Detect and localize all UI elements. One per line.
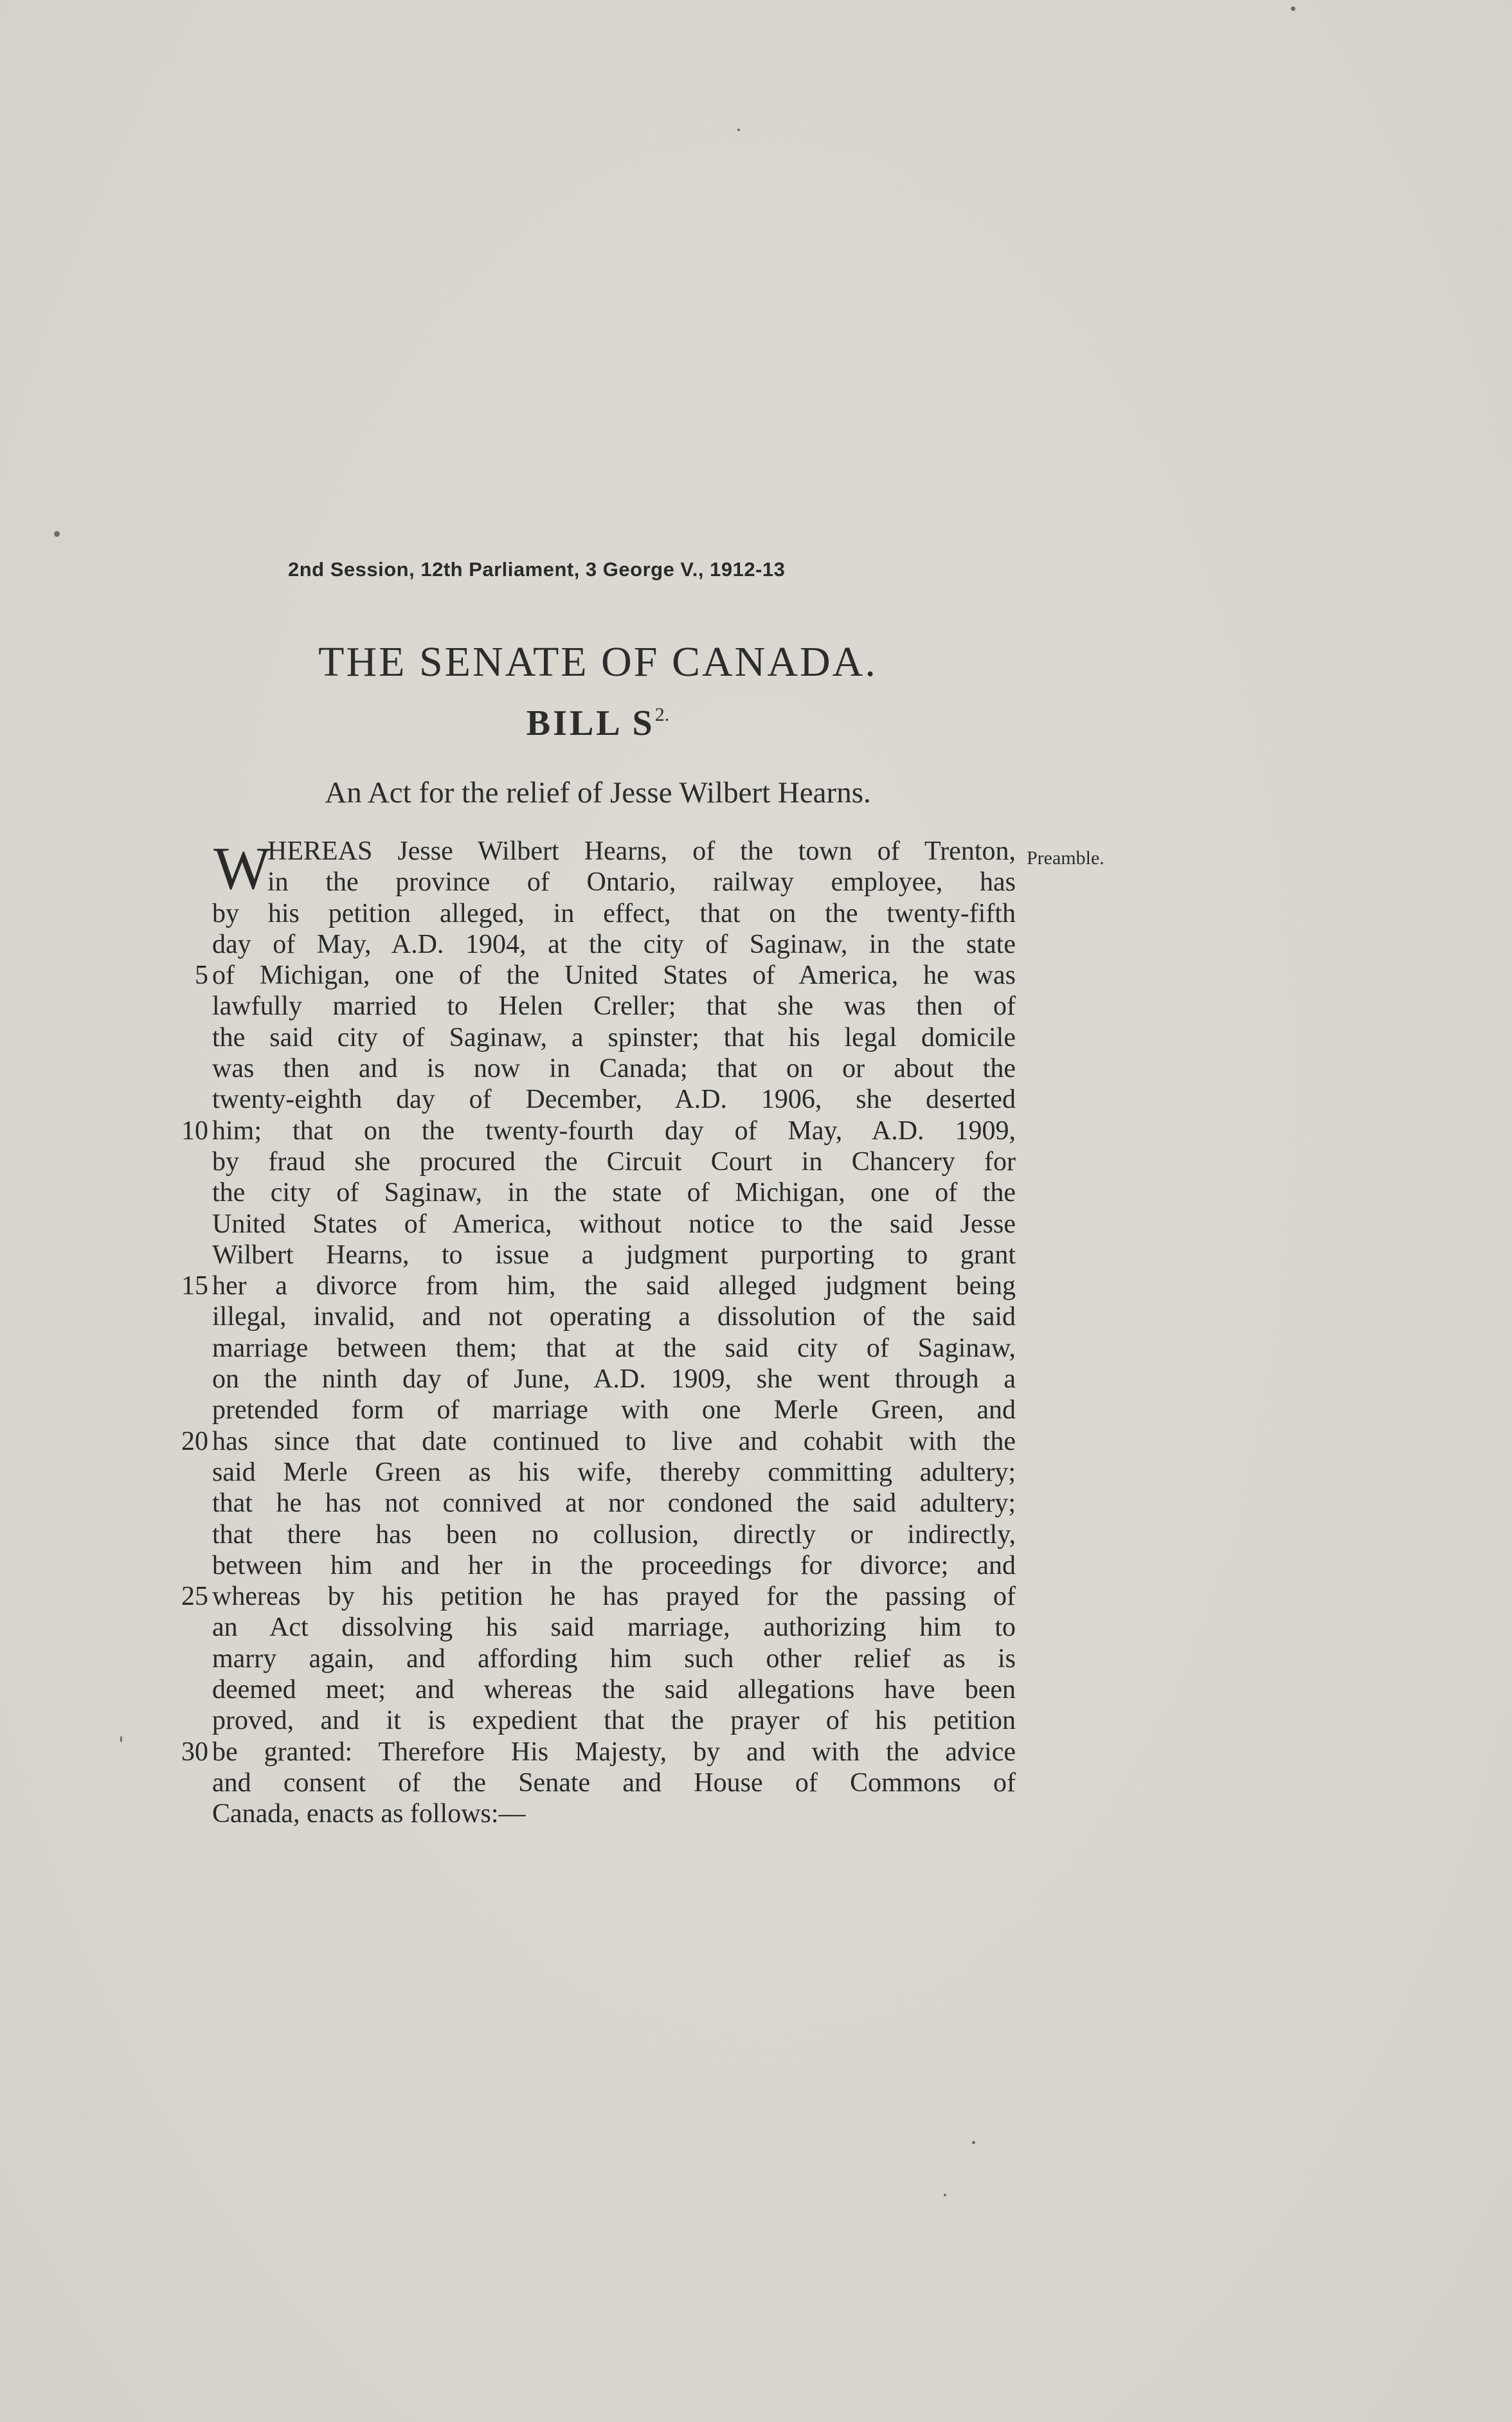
preamble-line — [212, 1488, 1016, 1519]
line-text: be granted: Therefore His Majesty, by and with the advice — [212, 1737, 1016, 1767]
preamble-line — [212, 1767, 1016, 1798]
preamble-line — [212, 1519, 1016, 1550]
preamble-line — [212, 1705, 1016, 1736]
line-text: and consent of the Senate and House of Commons of — [212, 1767, 1016, 1798]
preamble-line — [181, 1581, 1016, 1612]
preamble-line — [212, 1053, 1016, 1084]
preamble-body — [181, 835, 1016, 1830]
bill-number — [193, 703, 1003, 744]
line-text: Wilbert Hearns, to issue a judgment purporting to grant — [212, 1240, 1016, 1270]
line-text: said Merle Green as his wife, thereby committing adultery; — [212, 1457, 1016, 1487]
preamble-line — [212, 867, 1016, 898]
line-text: day of May, A.D. 1904, at the city of Saginaw, in the state — [212, 929, 1016, 959]
preamble-line — [181, 1116, 1016, 1146]
preamble-line — [212, 1084, 1016, 1115]
line-text: pretended form of marriage with one Merle Green, and — [212, 1395, 1016, 1425]
preamble-line — [212, 1146, 1016, 1177]
line-text: the city of Saginaw, in the state of Michigan, one of the — [212, 1178, 1016, 1208]
line-text: him; that on the twenty-fourth day of May, A.D. 1909, — [212, 1116, 1016, 1146]
preamble-line — [212, 1612, 1016, 1643]
preamble-line — [212, 1022, 1016, 1053]
drop-cap: W — [213, 835, 271, 902]
line-number: 15 — [181, 1271, 208, 1301]
line-text: on the ninth day of June, A.D. 1909, she went through a — [212, 1364, 1016, 1395]
line-number: 10 — [181, 1116, 208, 1146]
preamble-line — [212, 1643, 1016, 1674]
line-text: marriage between them; that at the said city of Saginaw, — [212, 1333, 1016, 1363]
preamble-line — [212, 1798, 1016, 1829]
line-text: that he has not connived at nor condoned the said adultery; — [212, 1488, 1016, 1519]
line-text: HEREAS Jesse Wilbert Hearns, of the town of Trenton, — [267, 836, 1016, 866]
preamble-line — [212, 836, 1016, 867]
line-text: that there has been no collusion, directly or indirectly, — [212, 1519, 1016, 1550]
act-title: An Act for the relief of Jesse Wilbert Hearns. — [325, 776, 871, 809]
line-text: United States of America, without notice to the said Jesse — [212, 1209, 1016, 1239]
preamble-line — [181, 1426, 1016, 1457]
bill-label: BILL S — [526, 703, 655, 743]
preamble-line — [181, 1737, 1016, 1767]
line-text: twenty-eighth day of December, A.D. 1906, she deserted — [212, 1085, 1016, 1115]
preamble-line — [212, 1301, 1016, 1332]
line-text: Canada, enacts as follows:— — [212, 1799, 526, 1829]
paper-speck — [972, 2141, 975, 2144]
line-text: of Michigan, one of the United States of America, he was — [212, 961, 1016, 991]
preamble-line — [212, 929, 1016, 960]
preamble-line — [212, 1177, 1016, 1208]
preamble-line — [212, 1457, 1016, 1488]
session-header: 2nd Session, 12th Parliament, 3 George V., 1912-13 — [288, 558, 786, 581]
preamble-line — [212, 1395, 1016, 1425]
line-text: proved, and it is expedient that the prayer of his petition — [212, 1706, 1016, 1736]
line-text: was then and is now in Canada; that on or about the — [212, 1054, 1016, 1084]
line-text: lawfully married to Helen Creller; that she was then of — [212, 991, 1016, 1022]
line-text: whereas by his petition he has prayed for the passing of — [212, 1582, 1016, 1612]
line-text: the said city of Saginaw, a spinster; that his legal domicile — [212, 1022, 1016, 1053]
line-number: 30 — [181, 1737, 208, 1767]
preamble-line — [212, 991, 1016, 1022]
preamble-line — [212, 1364, 1016, 1395]
preamble-line — [212, 1333, 1016, 1364]
line-text: illegal, invalid, and not operating a dissolution of the said — [212, 1302, 1016, 1332]
preamble-line — [212, 1674, 1016, 1705]
marginal-note-preamble: Preamble. — [1027, 847, 1104, 869]
line-text: by his petition alleged, in effect, that on the twenty-fifth — [212, 898, 1016, 928]
paper-speck — [54, 531, 60, 537]
preamble-line — [212, 898, 1016, 929]
line-text: between him and her in the proceedings for divorce; and — [212, 1550, 1016, 1580]
line-text: has since that date continued to live and cohabit with the — [212, 1426, 1016, 1456]
paper-speck — [1291, 6, 1295, 11]
line-text: an Act dissolving his said marriage, authorizing him to — [212, 1613, 1016, 1643]
line-text: deemed meet; and whereas the said allegations have been — [212, 1675, 1016, 1705]
page-title: THE SENATE OF CANADA. — [318, 638, 878, 685]
line-number: 20 — [181, 1426, 208, 1456]
line-text: in the province of Ontario, railway employee, has — [267, 867, 1016, 898]
preamble-line — [181, 1270, 1016, 1301]
line-text: her a divorce from him, the said alleged judgment being — [212, 1271, 1016, 1301]
preamble-line — [212, 1240, 1016, 1270]
line-text: by fraud she procured the Circuit Court in Chancery for — [212, 1146, 1016, 1177]
line-number: 5 — [195, 961, 208, 991]
paper-speck — [737, 129, 740, 131]
preamble-line — [195, 960, 1016, 991]
line-number: 25 — [181, 1582, 208, 1612]
bill-superscript: 2. — [654, 704, 670, 725]
line-text: marry again, and affording him such other relief as is — [212, 1643, 1016, 1674]
paper-speck — [120, 1736, 122, 1742]
preamble-line — [212, 1209, 1016, 1240]
paper-speck — [944, 2194, 946, 2196]
preamble-line — [212, 1550, 1016, 1581]
